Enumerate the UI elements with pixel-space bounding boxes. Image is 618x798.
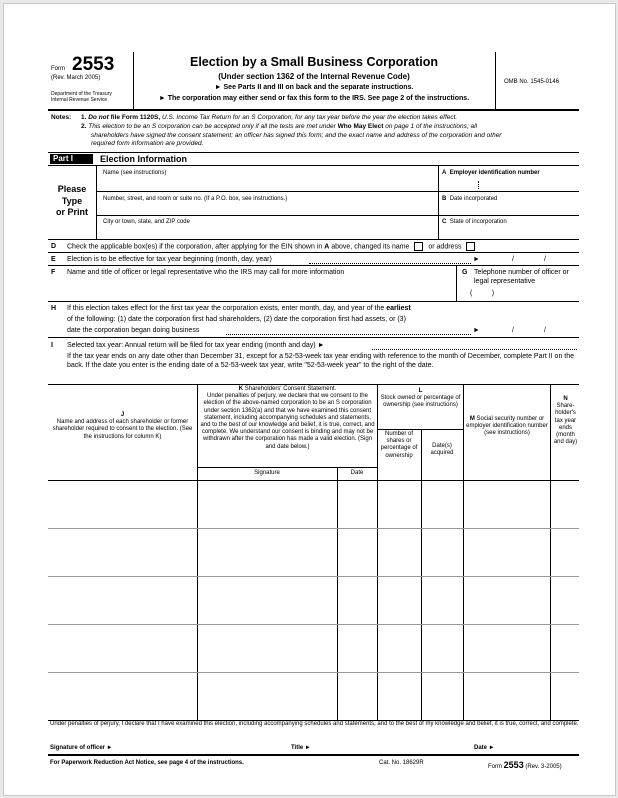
table-row[interactable] [48, 625, 579, 672]
table-row[interactable] [48, 577, 579, 624]
date-label: Date ► [474, 745, 495, 751]
officer-signature-input[interactable] [124, 742, 284, 752]
notes-label: Notes: [51, 114, 72, 121]
column-k-header: K Shareholders' Consent Statement. Under penalties of perjury, we declare that we consent to the election of the above-named corporation to be an S corporation under section 1362(a) and that we have examined this consent statement, including accompanying schedules and statements, and to the best of our knowledge and belief, it is true, correct, and complete. We understand our consent is binding and may not be withdrawn after the corporation has made a valid election. (Sign and date below.) [200, 386, 375, 450]
paperwork-notice: For Paperwork Reduction Act Notice, see page 4 of the instructions. [50, 760, 244, 766]
column-j-header: J Name and address of each shareholder or former shareholder required to consent to the election. (See the instructions for column K) [52, 412, 193, 440]
earliest-date-input[interactable] [482, 325, 577, 335]
line-d-letter: D [51, 243, 57, 250]
note-1: 1. Do not file Form 1120S, U.S. Income Tax Return for an S Corporation, for any tax year before the year the election takes effect. [81, 114, 458, 121]
header-instruction-2: ► The corporation may either send or fax this form to the IRS. See page 2 of the instructions. [158, 95, 470, 102]
effective-date-input[interactable] [482, 254, 577, 264]
column-n-header: N Share-holder's tax year ends (month and day) [553, 396, 578, 446]
ein-field[interactable]: A Employer identification number [442, 170, 540, 176]
form-subtitle: (Under section 1362 of the Internal Revenue Code) [218, 72, 410, 81]
department: Department of the Treasury [51, 91, 112, 97]
line-h-slash-1: / [512, 327, 514, 334]
please-type-or-print: Please Type or Print [55, 184, 88, 218]
line-e-slash-2: / [544, 256, 546, 263]
line-h-arrow: ► [473, 327, 480, 334]
phone-input[interactable]: ( ) [470, 290, 495, 297]
form-word: Form [51, 66, 65, 72]
column-l-shares: Number of shares or percentage of ownership [380, 431, 418, 459]
line-g-text: Telephone number of officer or legal representative [474, 269, 569, 286]
officer-name-input[interactable] [67, 279, 453, 299]
line-h-text-1: If this election takes effect for the first tax year the corporation exists, enter month, day, and year of the earliest [67, 305, 411, 312]
column-m-header: M Social security number or employer identification number (see instructions) [466, 416, 548, 437]
corp-name-field[interactable]: Name (see instructions) [103, 170, 167, 176]
line-h-text-3: date the corporation began doing business [67, 327, 200, 334]
table-row[interactable] [48, 481, 579, 528]
line-e-arrow: ► [473, 256, 480, 263]
line-i-paragraph: If the tax year ends on any date other than December 31, except for a 52-53-week tax year ending with reference to the month of December, complete Part II on the back. If the date you enter is the ending date of a 52-53-week tax year, write "52-53-week year" to the right of the date. [67, 353, 575, 370]
line-i-text: Selected tax year: Annual return will be filed for tax year ending (month and day) ► [67, 342, 325, 349]
line-e-text: Election is to be effective for tax year beginning (month, day, year) [67, 256, 272, 263]
state-incorporation-field[interactable]: C State of incorporation [442, 219, 507, 225]
note-2-line-2: shareholders have signed the consent statement; an officer has signed this form; and the exact name and address of the corporation and other [91, 131, 502, 139]
line-g-letter: G [462, 269, 468, 276]
officer-title-input[interactable] [317, 742, 467, 752]
table-row[interactable] [48, 529, 579, 576]
perjury-statement: Under penalties of perjury, I declare that I have examined this election, including accompanying schedules and statements, and to the best of my knowledge and belief, it is true, correct, and complete. [50, 721, 579, 727]
header-instruction-1: ► See Parts II and III on back and the separate instructions. [214, 84, 414, 91]
part-1-title: Election Information [100, 154, 188, 164]
corp-city-field[interactable]: City or town, state, and ZIP code [103, 219, 190, 225]
column-k-signature: Signature [254, 470, 280, 476]
column-l-header: L Stock owned or percentage of ownership (see instructions) [380, 388, 461, 409]
line-f-letter: F [51, 269, 56, 276]
form-page [3, 3, 616, 796]
part-1-tag: Part I [50, 154, 93, 164]
name-change-checkbox[interactable] [414, 242, 423, 251]
line-i-letter: I [51, 342, 53, 349]
agency: Internal Revenue Service [51, 97, 108, 103]
table-row[interactable] [48, 673, 579, 720]
footer-form-id: Form 2553 (Rev. 3-2005) [488, 760, 562, 770]
corp-street-field[interactable]: Number, street, and room or suite no. (If a P.O. box, see instructions.) [103, 196, 288, 202]
line-d-text: Check the applicable box(es) if the corporation, after applying for the EIN shown in A above, changed its name or address [67, 242, 478, 251]
column-l-acquired: Date(s) acquired [430, 443, 454, 457]
line-f-text: Name and title of officer or legal representative who the IRS may call for more information [67, 269, 345, 276]
line-e-letter: E [51, 256, 56, 263]
catalog-number: Cat. No. 18629R [379, 760, 424, 766]
line-h-letter: H [51, 305, 57, 312]
column-k-date: Date [350, 470, 364, 476]
title-label: Title ► [291, 745, 311, 751]
form-title: Election by a Small Business Corporation [190, 55, 438, 69]
line-e-slash-1: / [512, 256, 514, 263]
date-incorporated-field[interactable]: B Date incorporated [442, 196, 498, 202]
revision-date: (Rev. March 2005) [51, 75, 101, 81]
line-h-text-2: of the following: (1) date the corporation first had shareholders, (2) date the corporation first had assets, or (3) [67, 316, 406, 323]
note-2-line-3: required form information are provided. [91, 140, 204, 147]
tax-year-end-input[interactable] [372, 340, 577, 350]
officer-signature-label: Signature of officer ► [50, 745, 113, 751]
signature-date-input[interactable] [496, 742, 578, 752]
form-number: 2553 [72, 54, 115, 75]
omb-number: OMB No. 1545-0146 [504, 79, 560, 85]
note-2: 2. This election to be an S corporation can be accepted only if all the tests are met under Who May Elect on page 1 of the instructions; all [81, 123, 478, 130]
line-h-slash-2: / [544, 327, 546, 334]
address-change-checkbox[interactable] [466, 242, 475, 251]
